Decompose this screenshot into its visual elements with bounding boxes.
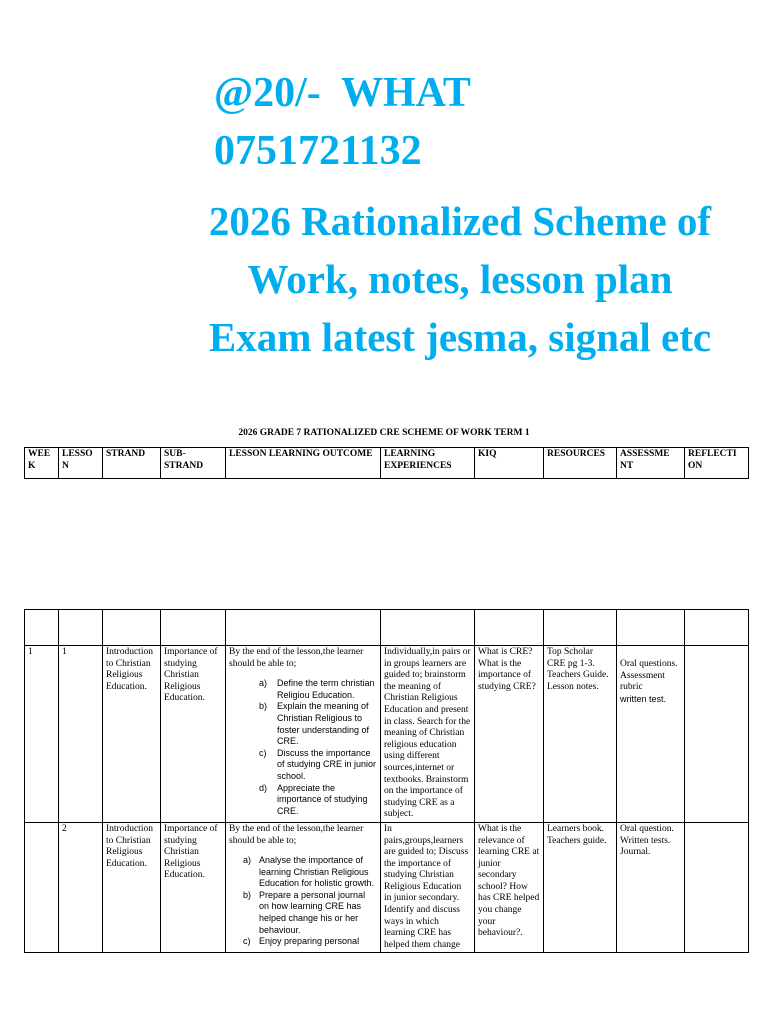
column-header-kiq: KIQ bbox=[475, 448, 544, 479]
scheme-heading: 2026 GRADE 7 RATIONALIZED CRE SCHEME OF WORK TERM 1 bbox=[238, 428, 530, 438]
assessment-text: Oral questions. Assessment rubric bbox=[620, 659, 678, 693]
scheme-body-table bbox=[24, 609, 749, 953]
cell-reflection bbox=[685, 646, 749, 823]
cell-kiq: What is CRE? What is the importance of studying CRE? bbox=[475, 646, 544, 823]
table-row bbox=[25, 822, 749, 953]
promo-contact-line: @20/- WHAT bbox=[214, 70, 471, 116]
cell-outcome bbox=[226, 822, 381, 953]
cell-resources: Learners book. Teachers guide. bbox=[544, 822, 617, 953]
list-item: c) Discuss the importance of studying CRE in junior school. bbox=[259, 747, 377, 781]
cell-reflection bbox=[685, 822, 749, 953]
promo-title: 2026 Rationalized Scheme of Work, notes, lesson plan Exam latest jesma, signal etc bbox=[208, 198, 712, 360]
list-item: b) Explain the meaning of Christian Religious to foster understanding of CRE. bbox=[259, 701, 370, 747]
cell-assessment bbox=[617, 646, 685, 823]
cell-week bbox=[25, 822, 59, 953]
assessment-extra: written test. bbox=[620, 693, 667, 704]
table-row bbox=[25, 646, 749, 823]
cell-sub-strand: Importance of studying Christian Religious Education. bbox=[161, 646, 226, 823]
cell-outcome bbox=[226, 646, 381, 823]
column-header-outcome: LESSON LEARNING OUTCOME bbox=[226, 448, 381, 479]
column-header-experiences: LEARNING EXPERIENCES bbox=[381, 448, 475, 479]
list-item: c) Enjoy preparing personal bbox=[243, 936, 360, 947]
cell-kiq: What is the relevance of learning CRE at junior secondary school? How has CRE helped you change your behaviour?. bbox=[475, 822, 544, 953]
cell-sub-strand: Importance of studying Christian Religious Education. bbox=[161, 822, 226, 953]
cell-resources: Top Scholar CRE pg 1-3. Teachers Guide. Lesson notes. bbox=[544, 646, 617, 823]
cell-strand: Introduction to Christian Religious Education. bbox=[103, 822, 161, 953]
column-header-resources: RESOURCES bbox=[544, 448, 617, 479]
column-header-assessment: ASSESSME NT bbox=[617, 448, 685, 479]
cell-assessment: Oral question. Written tests. Journal. bbox=[617, 822, 685, 953]
promo-phone-number: 0751721132 bbox=[214, 128, 422, 174]
column-header-lesson: LESSO N bbox=[59, 448, 103, 479]
cell-lesson: 1 bbox=[59, 646, 103, 823]
column-header-week: WEE K bbox=[25, 448, 59, 479]
scheme-header-table bbox=[24, 447, 749, 479]
list-item: d) Appreciate the importance of studying CRE. bbox=[259, 782, 368, 816]
column-header-reflection: REFLECTI ON bbox=[685, 448, 749, 479]
outcome-intro: By the end of the lesson,the learner should be able to; bbox=[229, 647, 364, 669]
outcome-intro: By the end of the lesson,the learner should be able to; bbox=[229, 823, 364, 846]
cell-strand: Introduction to Christian Religious Education. bbox=[103, 646, 161, 823]
outcome-list bbox=[229, 678, 377, 817]
column-header-strand: STRAND bbox=[103, 448, 161, 479]
column-header-sub-strand: SUB-STRAND bbox=[161, 448, 226, 479]
empty-row bbox=[25, 610, 749, 646]
cell-week: 1 bbox=[25, 646, 59, 823]
list-item: a) Define the term christian Religiou Education. bbox=[259, 678, 375, 700]
outcome-list bbox=[229, 855, 377, 948]
cell-experiences: Individually,in pairs or in groups learners are guided to; brainstorm the meaning of Christian Religious Education and present in class. Search for the meaning of Christian religious education using different sources,internet or textbooks. Brainstorm on the importance of studying CRE as a subject. bbox=[381, 646, 475, 823]
cell-experiences: In pairs,groups,learners are guided to; Discuss the importance of studying Christian Religious Education in junior secondary. Identify and discuss ways in which learning CRE has helped them change bbox=[381, 822, 475, 953]
cell-lesson: 2 bbox=[59, 822, 103, 953]
list-item: b) Prepare a personal journal on how learning CRE has helped change his or her behaviour. bbox=[243, 889, 366, 935]
list-item: a) Analyse the importance of learning Christian Religious Education for holistic growth. bbox=[243, 855, 375, 889]
